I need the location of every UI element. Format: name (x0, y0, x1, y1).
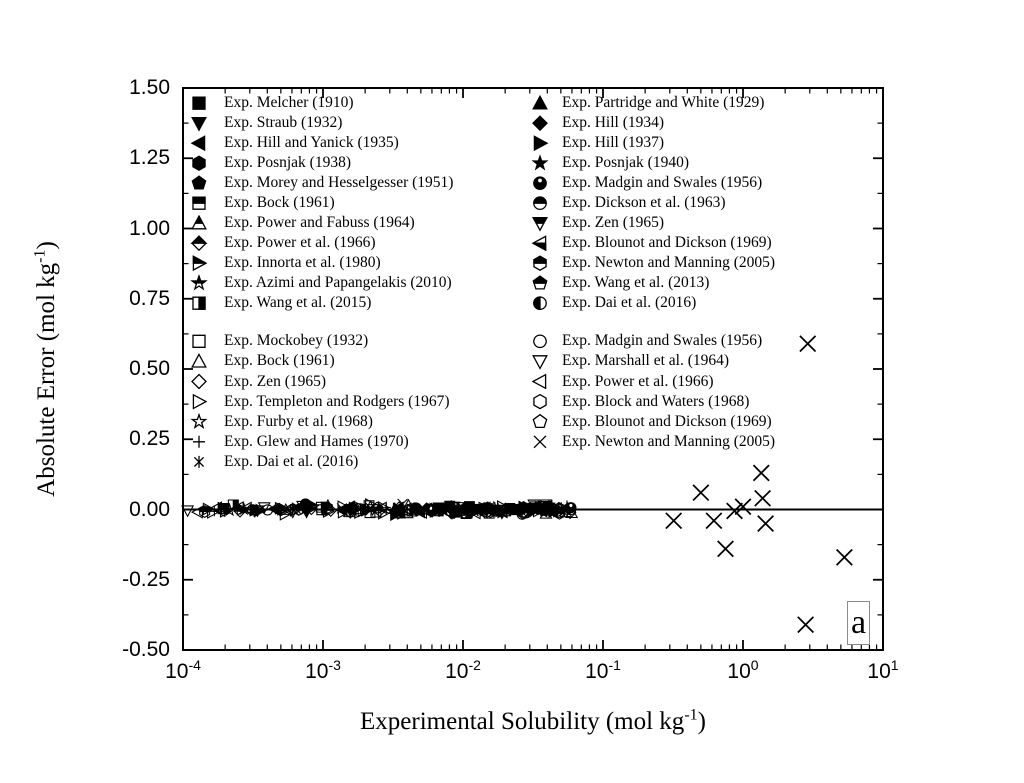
x-tick-label: $10^1$ (867, 657, 899, 683)
legend-item-label: Exp. Hill and Yanick (1935) (224, 134, 399, 152)
x-tick-label: $10^{-1}$ (585, 657, 621, 683)
legend-item-label: Exp. Straub (1932) (224, 114, 343, 132)
legend-item-label: Exp. Zen (1965) (224, 372, 327, 390)
y-tick-label: 1.00 (129, 216, 170, 240)
legend-symbol-hexagon-filled-icon (193, 156, 205, 170)
legend-item-label: Exp. Furby et al. (1968) (224, 412, 373, 430)
legend-symbol-circle-half-top-icon (534, 197, 546, 209)
data-point (800, 336, 816, 352)
legend-item-label: Exp. Power et al. (1966) (224, 234, 376, 252)
band-point (200, 506, 210, 517)
legend-symbol-triangle-left-filled-icon (192, 136, 205, 150)
y-tick-label: 0.50 (129, 357, 170, 380)
data-point (693, 485, 709, 501)
legend-item-label: Exp. Posnjak (1940) (562, 154, 690, 172)
legend-item-label: Exp. Azimi and Papangelakis (2010) (224, 274, 452, 292)
legend-symbol-triangle-left-open-icon (533, 375, 546, 389)
legend-item-label: Exp. Zen (1965) (562, 214, 665, 232)
x-axis-title-sup: -1 (684, 706, 698, 724)
legend-item-label: Exp. Hill (1934) (562, 114, 665, 132)
legend-item-label: Exp. Melcher (1910) (224, 94, 354, 112)
legend-item-label: Exp. Block and Waters (1968) (562, 392, 750, 410)
legend-symbol-plus-icon (193, 436, 205, 448)
y-tick-label: 1.25 (129, 146, 170, 170)
legend-item-label: Exp. Newton and Manning (2005) (562, 432, 776, 450)
panel-label-box (847, 601, 870, 645)
legend-symbol-triangle-right-open-icon (193, 395, 206, 409)
legend-symbol-triangle-right-half-top-icon (193, 256, 206, 270)
x-axis-title-text: Experimental Solubility (mol kg (360, 708, 685, 735)
data-point (798, 617, 814, 633)
legend-symbol-square-half-right-icon (193, 297, 205, 309)
panel-label: a (850, 604, 867, 641)
near-zero-data-band (182, 499, 577, 520)
legend-item-label: Exp. Madgin and Swales (1956) (562, 332, 763, 350)
data-point (755, 490, 771, 506)
legend-item-label: Exp. Glew and Hames (1970) (224, 432, 409, 450)
legend-item-label: Exp. Newton and Manning (2005) (562, 254, 776, 272)
x-axis-title (183, 708, 883, 736)
legend-symbol-pentagon-open-icon (533, 415, 546, 428)
legend-item-label: Exp. Mockobey (1932) (224, 332, 369, 350)
data-point (706, 513, 722, 529)
legend-item-label: Exp. Partridge and White (1929) (562, 94, 765, 112)
legend-item-label: Exp. Power and Fabuss (1964) (224, 214, 415, 232)
legend-symbol-square-filled-icon (193, 97, 205, 109)
band-point (566, 503, 576, 513)
legend-item-label: Exp. Blounot and Dickson (1969) (562, 412, 772, 430)
legend-symbol-triangle-down-open-icon (533, 356, 547, 369)
x-tick-label: $10^{-2}$ (445, 657, 481, 683)
legend-symbol-star-filled-icon (533, 156, 546, 169)
legend-item-label: Exp. Morey and Hesselgesser (1951) (224, 174, 454, 192)
y-tick-label: 0.00 (129, 497, 170, 521)
legend-item-label: Exp. Dickson et al. (1963) (562, 194, 726, 212)
y-tick-label: 1.50 (129, 76, 170, 99)
legend-symbol-square-open-icon (193, 335, 205, 347)
y-tick-label: 0.25 (129, 427, 170, 451)
band-point (450, 507, 460, 517)
legend-item-label: Exp. Dai et al. (2016) (224, 452, 359, 470)
y-tick-label: -0.25 (122, 567, 170, 591)
legend-item-label: Exp. Wang et al. (2015) (224, 294, 372, 312)
legend-symbol-triangle-left-half-bottom-icon (533, 236, 546, 250)
legend-symbol-x-mark-icon (534, 436, 546, 448)
legend-symbol-hexagon-open-icon (534, 395, 546, 409)
legend-symbol-star-half-top-icon (191, 276, 207, 291)
legend-item-label: Exp. Bock (1961) (224, 352, 335, 370)
legend-symbol-pentagon-filled-icon (192, 176, 205, 189)
y-axis-title (27, 119, 67, 619)
legend-item-label: Exp. Madgin and Swales (1956) (562, 174, 763, 192)
legend-symbol-diamond-half-top-icon (192, 236, 206, 250)
y-tick-label: -0.50 (122, 638, 170, 661)
legend-symbol-triangle-right-filled-icon (534, 136, 547, 150)
legend-symbol-triangle-down-filled-icon (192, 118, 206, 131)
legend-symbol-star-open-icon (192, 415, 205, 428)
legend-symbol-pentagon-half-top-icon (533, 276, 546, 289)
data-point (666, 513, 682, 529)
legend-symbol-circle-half-left-icon (534, 297, 546, 309)
legend-symbol-triangle-up-half-top-icon (192, 216, 206, 229)
legend-symbol-square-half-top-icon (193, 197, 205, 209)
legend-symbol-triangle-up-open-icon (192, 354, 206, 367)
legend-item-label: Exp. Hill (1937) (562, 134, 665, 152)
legend-item-label: Exp. Templeton and Rodgers (1967) (224, 392, 450, 410)
y-axis-title-close: ) (33, 241, 60, 250)
legend-item-label: Exp. Marshall et al. (1964) (562, 352, 730, 370)
x-tick-label: $10^0$ (727, 657, 759, 683)
x-tick-label: $10^{-4}$ (165, 657, 201, 683)
legend-symbol-diamond-filled-icon (533, 116, 547, 130)
data-point (837, 549, 853, 565)
x-axis-title-close: ) (697, 708, 706, 735)
legend-symbol-circle-open-icon (534, 335, 546, 347)
legend-symbol-diamond-open-icon (192, 375, 206, 389)
y-tick-label: 0.75 (129, 286, 170, 310)
legend-symbol-hexagon-half-top-icon (534, 256, 546, 270)
data-point (758, 516, 774, 532)
legend-item-label: Exp. Dai et al. (2016) (562, 294, 697, 312)
legend-item-label: Exp. Power et al. (1966) (562, 372, 714, 390)
y-axis-title-text: Absolute Error (mol kg (33, 262, 60, 497)
legend-item-label: Exp. Bock (1961) (224, 194, 335, 212)
legend-item-label: Exp. Wang et al. (2013) (562, 274, 710, 292)
data-point (718, 541, 734, 557)
x-tick-label: $10^{-3}$ (305, 657, 341, 683)
legend-symbol-circle-dot-top-icon (534, 177, 546, 189)
legend-symbol-triangle-up-filled-icon (533, 96, 547, 109)
legend-symbol-asterisk6-icon (194, 456, 203, 468)
y-axis-title-sup: -1 (31, 249, 49, 263)
data-point (753, 465, 769, 481)
legend-symbol-triangle-down-half-top-icon (533, 218, 547, 231)
legend-item-label: Exp. Posnjak (1938) (224, 154, 352, 172)
legend-item-label: Exp. Innorta et al. (1980) (224, 254, 381, 272)
legend-item-label: Exp. Blounot and Dickson (1969) (562, 234, 772, 252)
